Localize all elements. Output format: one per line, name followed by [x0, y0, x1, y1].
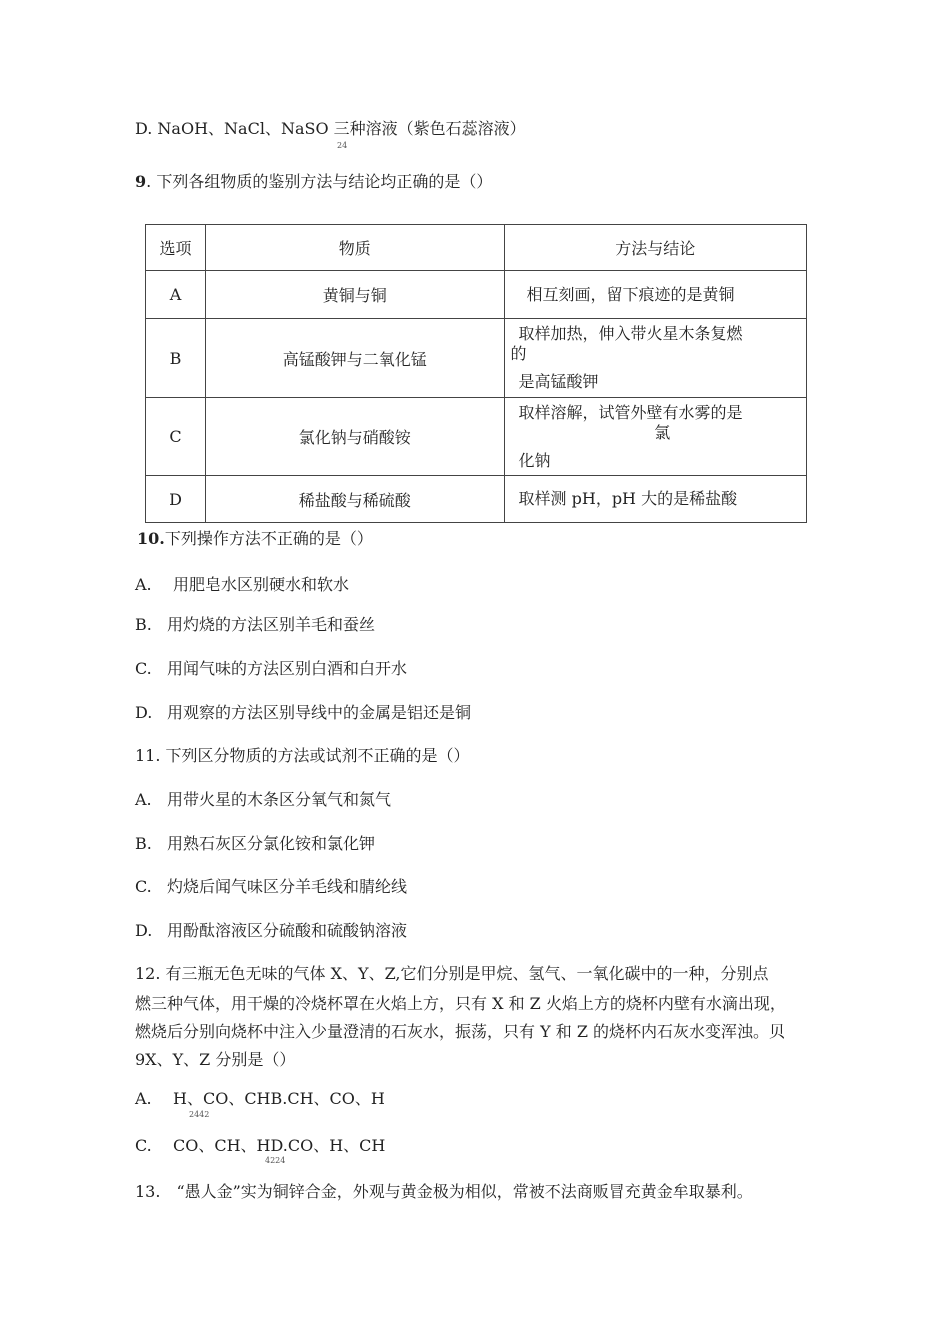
row-material: 高锰酸钾与二氧化锰	[206, 319, 505, 398]
header-material: 物质	[206, 225, 505, 271]
q10-option-a	[135, 575, 349, 595]
option-text: 用熟石灰区分氯化铵和氯化钾	[167, 834, 376, 853]
row-option: C	[146, 398, 206, 476]
method-line: 化钠	[518, 450, 551, 470]
option-letter: C.	[135, 877, 152, 896]
q11-option-b	[135, 834, 375, 854]
option-text: 灼烧后闻气味区分羊毛线和腈纶线	[167, 877, 408, 896]
method-line: 取样测 pH，pH 大的是稀盐酸	[518, 489, 738, 508]
q9-table	[145, 224, 807, 523]
q9-stem-text: . 下列各组物质的鉴别方法与结论均正确的是（）	[146, 172, 493, 191]
q9-stem	[135, 172, 492, 192]
q10-stem	[137, 529, 373, 549]
q11-stem: 11. 下列区分物质的方法或试剂不正确的是（）	[135, 746, 470, 765]
option-letter: A.	[135, 790, 152, 809]
option-text: 用闻气味的方法区别白酒和白开水	[167, 659, 408, 678]
option-letter: C.	[135, 1136, 152, 1155]
row-method	[504, 319, 806, 398]
option-letter: C.	[135, 659, 152, 678]
q10-stem-text: 下列操作方法不正确的是（）	[164, 529, 373, 548]
q12-line-2: 燃三种气体，用干燥的冷烧杯罩在火焰上方，只有 X 和 Z 火焰上方的烧杯内壁有水滴出现，	[135, 994, 786, 1013]
method-line: 氯	[654, 422, 671, 442]
q11-option-a	[135, 790, 391, 810]
q12-option-a-subscript: 2442	[189, 1110, 210, 1119]
q12-line-1: 12. 有三瓶无色无味的气体 X、Y、Z,它们分别是甲烷、氢气、一氧化碳中的一种，分别点	[135, 964, 769, 983]
row-option: A	[146, 271, 206, 319]
q12-option-a	[135, 1089, 385, 1109]
option-letter: A.	[135, 575, 152, 594]
option-text: 用带火星的木条区分氧气和氮气	[167, 790, 392, 809]
row-method	[504, 476, 806, 523]
table-row	[146, 271, 807, 319]
q9-number: 9	[135, 172, 147, 191]
q12-option-c	[135, 1136, 385, 1156]
option-text: CO、CH、HD.CO、H、CH	[173, 1136, 386, 1155]
method-line: 的	[510, 344, 527, 363]
option-text: H、CO、CHB.CH、CO、H	[173, 1089, 385, 1108]
row-method	[504, 271, 806, 319]
row-option: B	[146, 319, 206, 398]
q10-option-d	[135, 703, 471, 723]
option-letter: D.	[135, 921, 153, 940]
method-line: 取样加热，伸入带火星木条复燃	[518, 324, 743, 343]
q11-option-c	[135, 877, 407, 897]
row-material: 黄铜与铜	[206, 271, 505, 319]
option-text: 用灼烧的方法区别羊毛和蚕丝	[167, 615, 376, 634]
table-row	[146, 476, 807, 523]
header-method: 方法与结论	[504, 225, 806, 271]
option-letter: A.	[135, 1089, 152, 1108]
q10-number: 10.	[137, 529, 165, 548]
option-text: 用酚酞溶液区分硫酸和硫酸钠溶液	[167, 921, 408, 940]
option-text: 用观察的方法区别导线中的金属是铝还是铜	[167, 703, 472, 722]
option-letter: B.	[135, 615, 152, 634]
option-text: 用肥皂水区别硬水和软水	[173, 575, 350, 594]
row-material: 氯化钠与硝酸铵	[206, 398, 505, 476]
option-letter: B.	[135, 834, 152, 853]
q12-line-3: 燃烧后分别向烧杯中注入少量澄清的石灰水，振荡，只有 Y 和 Z 的烧杯内石灰水变浑浊。贝	[135, 1022, 786, 1041]
row-option: D	[146, 476, 206, 523]
table-header-row	[146, 225, 807, 271]
q8-option-d-subscript: 24	[337, 141, 348, 150]
q13-text: 13. “愚人金”实为铜锌合金，外观与黄金极为相似，常被不法商贩冒充黄金牟取暴利。	[135, 1182, 753, 1201]
q10-option-c	[135, 659, 407, 679]
q8-option-d: D. NaOH、NaCl、NaSO 三种溶液（紫色石蕊溶液）	[135, 119, 526, 138]
q10-option-b	[135, 615, 375, 635]
q12-line-4: 9X、Y、Z 分别是（）	[135, 1050, 296, 1069]
q11-option-d	[135, 921, 407, 941]
q12-option-c-subscript: 4224	[265, 1156, 286, 1165]
header-option: 选项	[146, 225, 206, 271]
row-method	[504, 398, 806, 476]
table-row	[146, 398, 807, 476]
method-line: 取样溶解，试管外壁有水雾的是	[518, 402, 743, 422]
option-letter: D.	[135, 703, 153, 722]
table-row	[146, 319, 807, 398]
row-material: 稀盐酸与稀硫酸	[206, 476, 505, 523]
method-line: 是高锰酸钾	[518, 372, 599, 391]
method-line: 相互刻画，留下痕迹的是黄铜	[526, 284, 735, 304]
